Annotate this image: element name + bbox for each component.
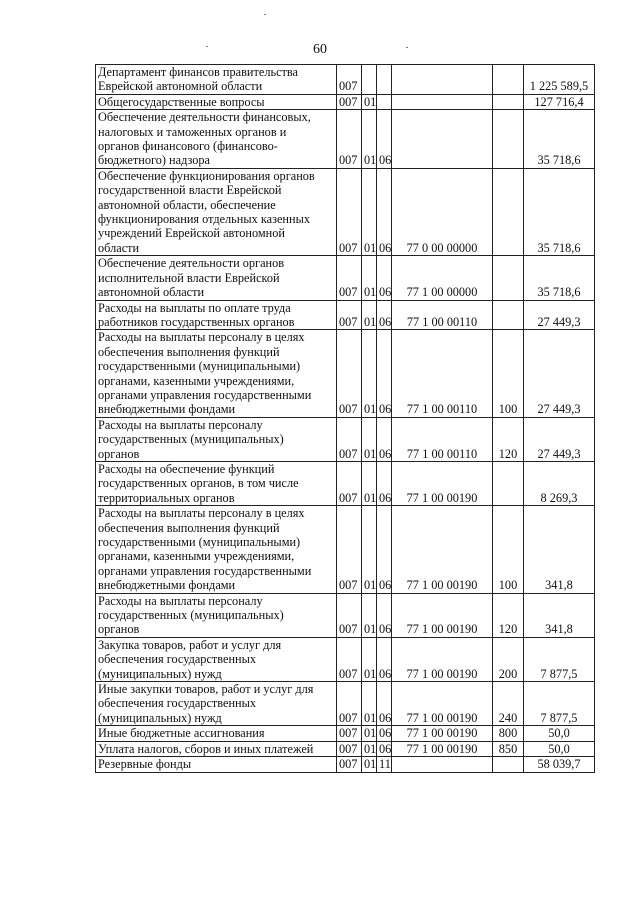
ministry-code-cell: 007 (337, 637, 362, 681)
subsection-code-cell (377, 94, 392, 109)
expense-name-cell: Расходы на выплаты персоналу в целях обеспечения выполнения функций государственными (муниципальными) органами, казенными учреждениями, органами управления государственными внебюджетными фондами (96, 506, 337, 593)
target-article-cell: 77 0 00 00000 (392, 168, 493, 255)
expense-type-cell: 120 (493, 417, 524, 461)
amount-cell: 7 877,5 (524, 682, 595, 726)
section-code-cell: 01 (362, 94, 377, 109)
table-row (96, 682, 595, 726)
budget-table (95, 64, 595, 773)
subsection-code-cell (377, 65, 392, 95)
amount-cell: 58 039,7 (524, 757, 595, 772)
target-article-cell: 77 1 00 00190 (392, 682, 493, 726)
table-row (96, 757, 595, 772)
ministry-code-cell: 007 (337, 682, 362, 726)
ministry-code-cell: 007 (337, 168, 362, 255)
amount-cell: 127 716,4 (524, 94, 595, 109)
target-article-cell: 77 1 00 00190 (392, 637, 493, 681)
ministry-code-cell: 007 (337, 65, 362, 95)
target-article-cell: 77 1 00 00190 (392, 593, 493, 637)
amount-cell: 50,0 (524, 741, 595, 756)
subsection-code-cell: 06 (377, 593, 392, 637)
expense-name-cell: Уплата налогов, сборов и иных платежей (96, 741, 337, 756)
subsection-code-cell: 11 (377, 757, 392, 772)
table-body (96, 65, 595, 773)
expense-type-cell: 240 (493, 682, 524, 726)
expense-type-cell (493, 65, 524, 95)
subsection-code-cell: 06 (377, 110, 392, 169)
section-code-cell: 01 (362, 300, 377, 330)
expense-type-cell: 800 (493, 726, 524, 741)
expense-type-cell (493, 110, 524, 169)
ministry-code-cell: 007 (337, 300, 362, 330)
expense-type-cell (493, 461, 524, 505)
expense-name-cell: Резервные фонды (96, 757, 337, 772)
subsection-code-cell: 06 (377, 330, 392, 417)
amount-cell: 7 877,5 (524, 637, 595, 681)
expense-name-cell: Обеспечение функционирования органов государственной власти Еврейской автономной области, обеспечение функционирования отдельных казенных учреждений Еврейской автономной области (96, 168, 337, 255)
expense-name-cell: Расходы на выплаты по оплате труда работников государственных органов (96, 300, 337, 330)
ministry-code-cell: 007 (337, 741, 362, 756)
target-article-cell: 77 1 00 00110 (392, 300, 493, 330)
section-code-cell: 01 (362, 757, 377, 772)
subsection-code-cell: 06 (377, 168, 392, 255)
subsection-code-cell: 06 (377, 417, 392, 461)
amount-cell: 27 449,3 (524, 330, 595, 417)
section-code-cell: 01 (362, 682, 377, 726)
expense-name-cell: Общегосударственные вопросы (96, 94, 337, 109)
expense-type-cell: 120 (493, 593, 524, 637)
table-row (96, 168, 595, 255)
expense-type-cell (493, 168, 524, 255)
section-code-cell: 01 (362, 637, 377, 681)
expense-type-cell (493, 300, 524, 330)
amount-cell: 341,8 (524, 593, 595, 637)
section-code-cell (362, 65, 377, 95)
table-row (96, 461, 595, 505)
expense-type-cell (493, 94, 524, 109)
expense-name-cell: Иные бюджетные ассигнования (96, 726, 337, 741)
expense-name-cell: Расходы на выплаты персоналу в целях обеспечения выполнения функций государственными (муниципальными) органами, казенными учреждениями, органами управления государственными внебюджетными фондами (96, 330, 337, 417)
expense-type-cell: 100 (493, 506, 524, 593)
table-row (96, 65, 595, 95)
subsection-code-cell: 06 (377, 300, 392, 330)
ministry-code-cell: 007 (337, 94, 362, 109)
table-row (96, 637, 595, 681)
amount-cell: 27 449,3 (524, 300, 595, 330)
target-article-cell: 77 1 00 00190 (392, 506, 493, 593)
target-article-cell (392, 110, 493, 169)
target-article-cell (392, 65, 493, 95)
target-article-cell: 77 1 00 00110 (392, 417, 493, 461)
section-code-cell: 01 (362, 110, 377, 169)
table-row (96, 593, 595, 637)
expense-type-cell (493, 256, 524, 300)
amount-cell: 341,8 (524, 506, 595, 593)
ministry-code-cell: 007 (337, 110, 362, 169)
ministry-code-cell: 007 (337, 256, 362, 300)
section-code-cell: 01 (362, 330, 377, 417)
ministry-code-cell: 007 (337, 757, 362, 772)
subsection-code-cell: 06 (377, 741, 392, 756)
section-code-cell: 01 (362, 256, 377, 300)
expense-name-cell: Расходы на обеспечение функций государственных органов, в том числе территориальных органов (96, 461, 337, 505)
subsection-code-cell: 06 (377, 506, 392, 593)
section-code-cell: 01 (362, 506, 377, 593)
ministry-code-cell: 007 (337, 330, 362, 417)
target-article-cell: 77 1 00 00190 (392, 726, 493, 741)
target-article-cell: 77 1 00 00000 (392, 256, 493, 300)
table-row (96, 256, 595, 300)
amount-cell: 27 449,3 (524, 417, 595, 461)
ministry-code-cell: 007 (337, 417, 362, 461)
expense-name-cell: Обеспечение деятельности органов исполнительной власти Еврейской автономной области (96, 256, 337, 300)
amount-cell: 1 225 589,5 (524, 65, 595, 95)
ministry-code-cell: 007 (337, 506, 362, 593)
expense-type-cell: 850 (493, 741, 524, 756)
page-number: 60 (313, 42, 327, 57)
amount-cell: 50,0 (524, 726, 595, 741)
ministry-code-cell: 007 (337, 593, 362, 637)
subsection-code-cell: 06 (377, 682, 392, 726)
expense-name-cell: Обеспечение деятельности финансовых, налоговых и таможенных органов и органов финансового (финансово- бюджетного) надзора (96, 110, 337, 169)
table-row (96, 330, 595, 417)
table-row (96, 94, 595, 109)
expense-type-cell: 200 (493, 637, 524, 681)
expense-name-cell: Расходы на выплаты персоналу государственных (муниципальных) органов (96, 593, 337, 637)
table-row (96, 417, 595, 461)
section-code-cell: 01 (362, 417, 377, 461)
section-code-cell: 01 (362, 741, 377, 756)
section-code-cell: 01 (362, 168, 377, 255)
expense-name-cell: Расходы на выплаты персоналу государственных (муниципальных) органов (96, 417, 337, 461)
subsection-code-cell: 06 (377, 256, 392, 300)
amount-cell: 8 269,3 (524, 461, 595, 505)
target-article-cell (392, 94, 493, 109)
expense-name-cell: Департамент финансов правительства Еврейской автономной области (96, 65, 337, 95)
table-row (96, 741, 595, 756)
table-row (96, 110, 595, 169)
target-article-cell: 77 1 00 00190 (392, 461, 493, 505)
expense-type-cell (493, 757, 524, 772)
target-article-cell: 77 1 00 00190 (392, 741, 493, 756)
ministry-code-cell: 007 (337, 461, 362, 505)
ministry-code-cell: 007 (337, 726, 362, 741)
subsection-code-cell: 06 (377, 637, 392, 681)
expense-name-cell: Иные закупки товаров, работ и услуг для обеспечения государственных (муниципальных) нужд (96, 682, 337, 726)
expense-name-cell: Закупка товаров, работ и услуг для обеспечения государственных (муниципальных) нужд (96, 637, 337, 681)
section-code-cell: 01 (362, 461, 377, 505)
amount-cell: 35 718,6 (524, 256, 595, 300)
table-row (96, 726, 595, 741)
section-code-cell: 01 (362, 726, 377, 741)
target-article-cell (392, 757, 493, 772)
subsection-code-cell: 06 (377, 726, 392, 741)
amount-cell: 35 718,6 (524, 168, 595, 255)
table-row (96, 506, 595, 593)
section-code-cell: 01 (362, 593, 377, 637)
table-row (96, 300, 595, 330)
target-article-cell: 77 1 00 00110 (392, 330, 493, 417)
amount-cell: 35 718,6 (524, 110, 595, 169)
subsection-code-cell: 06 (377, 461, 392, 505)
expense-type-cell: 100 (493, 330, 524, 417)
